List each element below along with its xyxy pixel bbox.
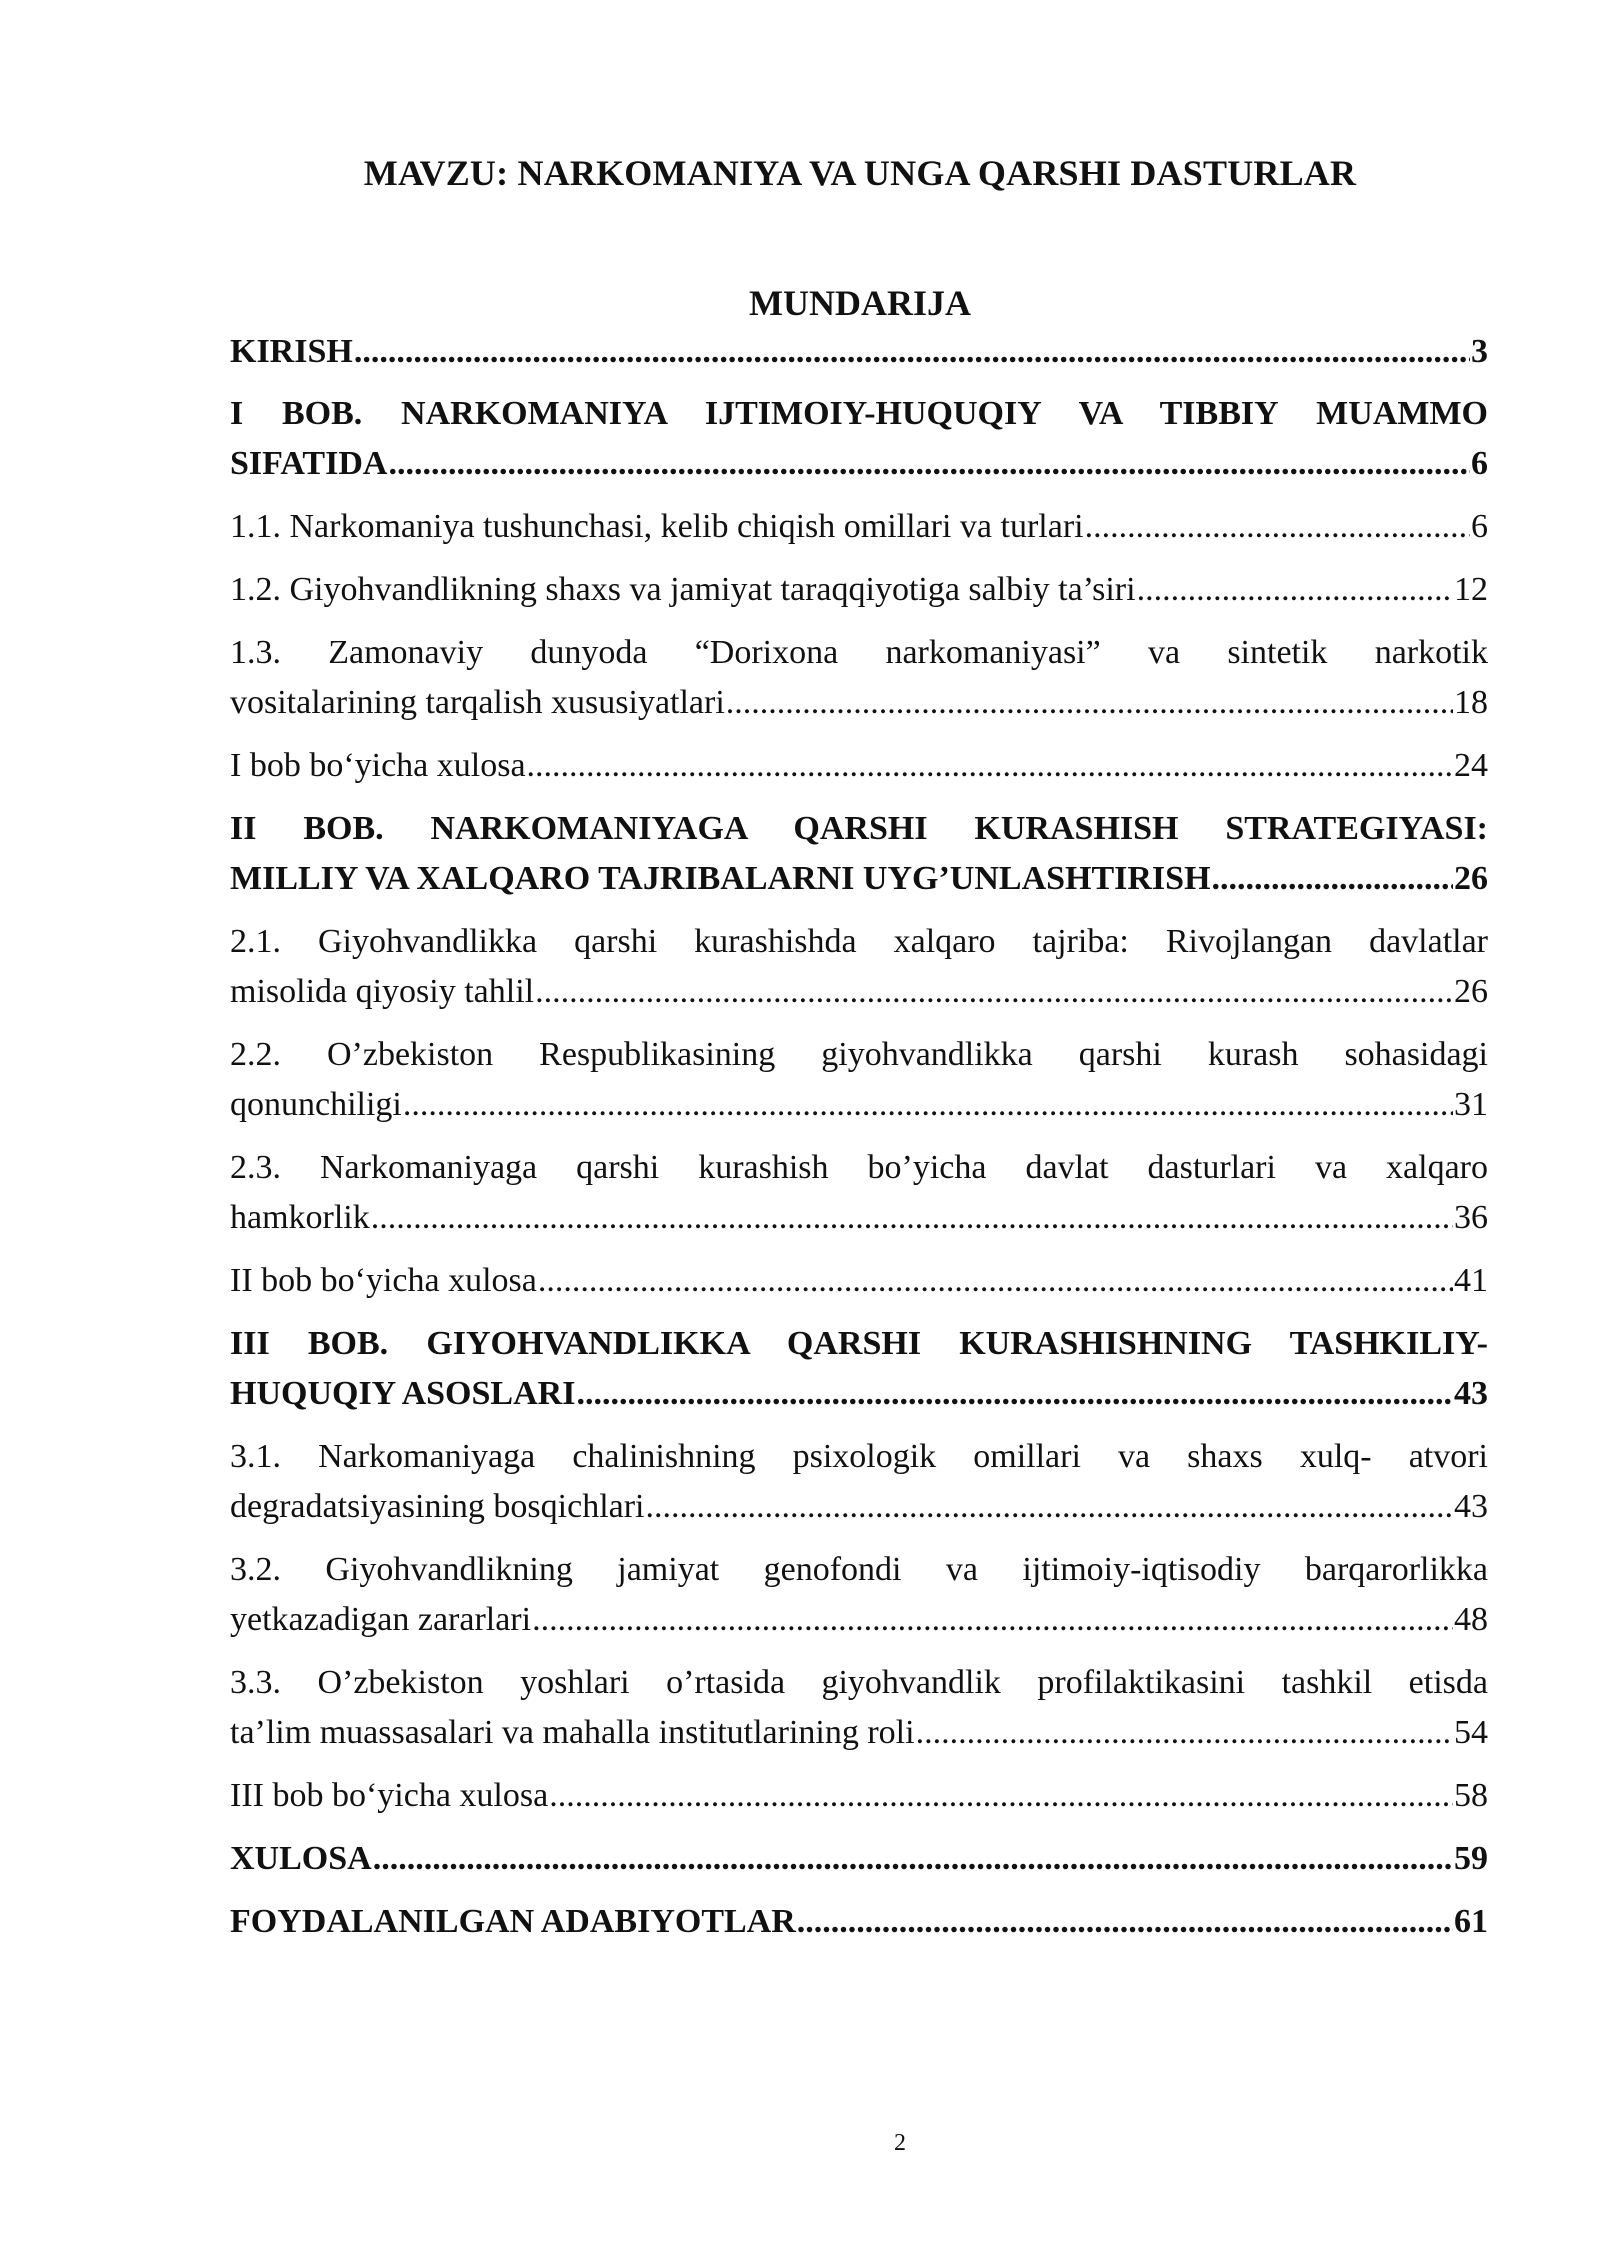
toc-entry-label: III bob bo‘yicha xulosa (230, 1777, 549, 1814)
toc-entry-kirish[interactable] (230, 327, 1488, 377)
toc-entry-chapter-1-conclusion[interactable] (230, 741, 1488, 791)
toc-entry-label: 1.1. Narkomaniya tushunchasi, kelib chiqish omillari va turlari (230, 508, 1084, 545)
toc-entry-label: I bob bo‘yicha xulosa (230, 747, 526, 784)
toc-entry-label-cont: qonunchiligi (230, 1086, 402, 1123)
leader-dots (797, 1897, 1453, 1947)
toc-entry-label: 1.2. Giyohvandlikning shaxs va jamiyat taraqqiyotiga salbiy ta’siri (230, 571, 1136, 608)
toc-entry-label: 1.3. Zamonaviy dunyoda “Dorixona narkomaniyasi” va sintetik narkotik (230, 634, 1488, 671)
toc-entry-1-1[interactable] (230, 502, 1488, 552)
toc-entry-label: 2.2. O’zbekiston Respublikasining giyohvandlikka qarshi kurash sohasidagi (230, 1036, 1488, 1073)
toc-entry-label-cont: HUQUQIY ASOSLARI (230, 1375, 576, 1412)
toc-entry-page: 31 (1454, 1086, 1488, 1123)
leader-dots (403, 1080, 1453, 1130)
toc-entry-label: II BOB. NARKOMANIYAGA QARSHI KURASHISH STRATEGIYASI: (230, 810, 1488, 847)
leader-dots (538, 1256, 1453, 1306)
leader-dots (576, 1369, 1453, 1419)
leader-dots (1212, 854, 1453, 904)
toc-entry-label: 3.1. Narkomaniyaga chalinishning psixologik omillari va shaxs xulq- atvori (230, 1438, 1488, 1475)
toc-entry-page: 43 (1454, 1375, 1488, 1412)
toc-entry-page: 48 (1454, 1601, 1488, 1638)
toc-entry-page: 6 (1471, 445, 1488, 482)
toc-entry-label-cont: yetkazadigan zararlari (230, 1601, 532, 1638)
toc-entry-label-cont: misolida qiyosiy tahlil (230, 973, 535, 1010)
toc-entry-page: 61 (1454, 1903, 1488, 1940)
leader-dots (1137, 565, 1453, 615)
toc-entry-chapter-2[interactable] (230, 804, 1488, 904)
toc-entry-page: 26 (1454, 860, 1488, 897)
leader-dots (549, 1771, 1453, 1821)
toc-entry-label: KIRISH (230, 333, 353, 370)
toc-entry-2-3[interactable] (230, 1143, 1488, 1243)
toc-entry-chapter-2-conclusion[interactable] (230, 1256, 1488, 1306)
toc-entry-label-cont: ta’lim muassasalari va mahalla institutlarining roli (230, 1714, 915, 1751)
toc-entry-chapter-1[interactable] (230, 389, 1488, 489)
toc-entry-chapter-3-conclusion[interactable] (230, 1771, 1488, 1821)
toc-entry-page: 26 (1454, 973, 1488, 1010)
leader-dots (1085, 502, 1470, 552)
toc-entry-page: 58 (1454, 1777, 1488, 1814)
leader-dots (532, 1595, 1453, 1645)
toc-entry-label-cont: MILLIY VA XALQARO TAJRIBALARNI UYG’UNLASHTIRISH (230, 860, 1211, 897)
leader-dots (726, 678, 1453, 728)
toc-entry-label: 3.3. O’zbekiston yoshlari o’rtasida giyohvandlik profilaktikasini tashkil etisda (230, 1664, 1488, 1701)
toc-entry-label: 3.2. Giyohvandlikning jamiyat genofondi va ijtimoiy-iqtisodiy barqarorlikka (230, 1551, 1488, 1588)
toc-entry-page: 18 (1454, 684, 1488, 721)
toc-entry-page: 3 (1471, 333, 1488, 370)
toc-entry-3-1[interactable] (230, 1432, 1488, 1532)
leader-dots (371, 1193, 1453, 1243)
toc-heading: MUNDARIJA (749, 283, 971, 323)
toc-entry-page: 41 (1454, 1262, 1488, 1299)
toc-entry-label: II bob bo‘yicha xulosa (230, 1262, 537, 1299)
toc-entry-xulosa[interactable] (230, 1834, 1488, 1884)
toc-entry-label-cont: hamkorlik (230, 1199, 370, 1236)
leader-dots (388, 439, 1470, 489)
toc-entry-label: III BOB. GIYOHVANDLIKKA QARSHI KURASHISHNING TASHKILIY- (230, 1325, 1488, 1362)
toc-entry-page: 24 (1454, 747, 1488, 784)
toc-entry-1-3[interactable] (230, 628, 1488, 728)
toc-entry-chapter-3[interactable] (230, 1319, 1488, 1419)
toc-entry-label-cont: vositalarining tarqalish xususiyatlari (230, 684, 725, 721)
leader-dots (354, 327, 1470, 377)
toc-entry-2-2[interactable] (230, 1030, 1488, 1130)
table-of-contents (230, 327, 1488, 1960)
toc-entry-label: 2.3. Narkomaniyaga qarshi kurashish bo’yicha davlat dasturlari va xalqaro (230, 1149, 1488, 1186)
toc-entry-2-1[interactable] (230, 917, 1488, 1017)
leader-dots (535, 967, 1453, 1017)
page-number: 2 (894, 2130, 906, 2156)
toc-entry-label: FOYDALANILGAN ADABIYOTLAR (230, 1903, 796, 1940)
leader-dots (646, 1482, 1453, 1532)
leader-dots (373, 1834, 1453, 1884)
toc-entry-label-cont: degradatsiyasining bosqichlari (230, 1488, 645, 1525)
toc-entry-bibliography[interactable] (230, 1897, 1488, 1947)
toc-entry-label: I BOB. NARKOMANIYA IJTIMOIY-HUQUQIY VA TIBBIY MUAMMO (230, 395, 1488, 432)
toc-entry-3-3[interactable] (230, 1658, 1488, 1758)
toc-entry-label: 2.1. Giyohvandlikka qarshi kurashishda xalqaro tajriba: Rivojlangan davlatlar (230, 923, 1488, 960)
toc-entry-page: 36 (1454, 1199, 1488, 1236)
toc-entry-1-2[interactable] (230, 565, 1488, 615)
toc-entry-page: 43 (1454, 1488, 1488, 1525)
toc-entry-page: 6 (1471, 508, 1488, 545)
toc-entry-label: XULOSA (230, 1840, 372, 1877)
toc-entry-label-cont: SIFATIDA (230, 445, 388, 482)
document-title: MAVZU: NARKOMANIYA VA UNGA QARSHI DASTURLAR (363, 153, 1357, 193)
toc-entry-page: 12 (1454, 571, 1488, 608)
toc-entry-3-2[interactable] (230, 1545, 1488, 1645)
leader-dots (916, 1708, 1453, 1758)
leader-dots (527, 741, 1453, 791)
toc-entry-page: 59 (1454, 1840, 1488, 1877)
toc-entry-page: 54 (1454, 1714, 1488, 1751)
